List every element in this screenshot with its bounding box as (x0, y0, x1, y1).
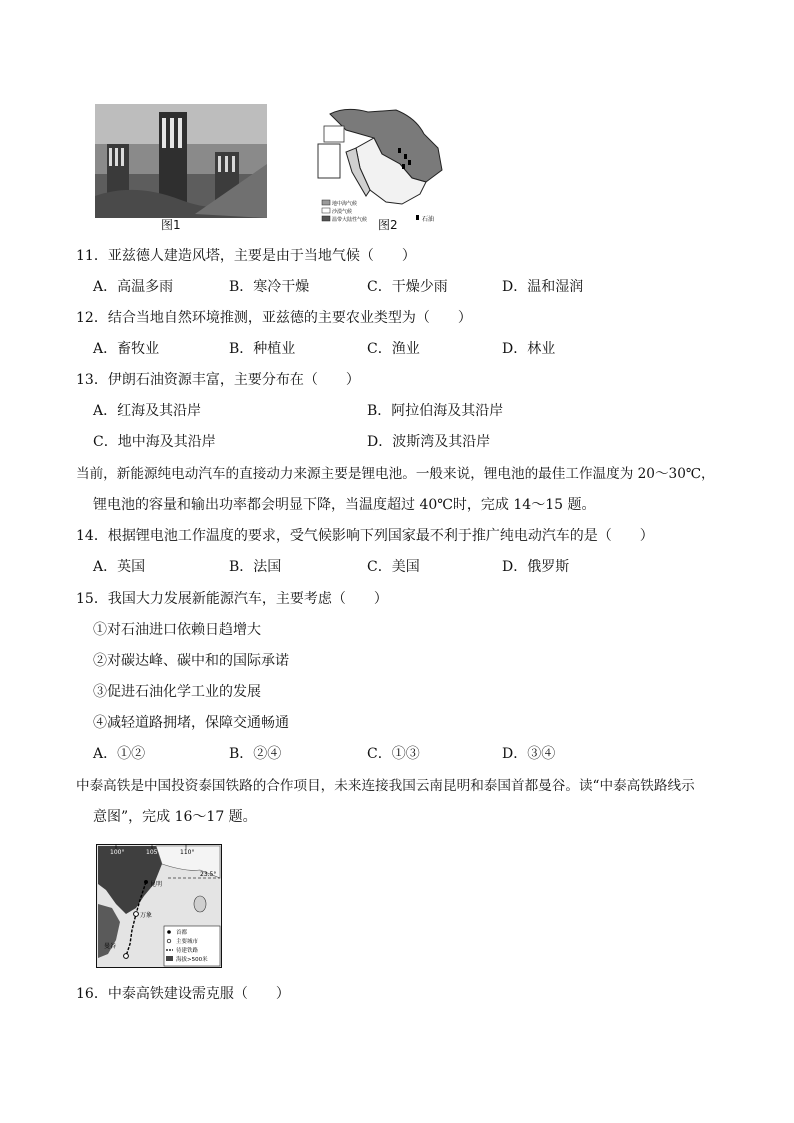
q14-option-a[interactable]: A．英国 (93, 559, 146, 575)
q12-option-a[interactable]: A．畜牧业 (93, 341, 160, 357)
q13-option-a[interactable]: A．红海及其沿岸 (93, 403, 202, 419)
map-lon-2: 105° (146, 849, 161, 856)
map-lon-1: 100° (110, 849, 125, 856)
question-14-stem: 14．根据锂电池工作温度的要求，受气候影响下列国家最不利于推广纯电动汽车的是（ ） (76, 528, 654, 544)
q11-option-d[interactable]: D．温和湿润 (502, 279, 584, 295)
map-legend-city: 主要城市 (176, 939, 199, 945)
q15-item-1: ①对石油进口依赖日趋增大 (93, 622, 261, 638)
q14-option-c[interactable]: C．美国 (367, 559, 420, 575)
q15-option-a[interactable]: A．①② (93, 746, 146, 762)
fig2-oil-legend: 石油 (422, 216, 435, 222)
q11-option-b[interactable]: B．寒冷干燥 (229, 279, 310, 295)
map-city-bangkok: 曼谷 (104, 943, 117, 950)
china-thailand-railway-map (96, 844, 222, 968)
question-13-stem: 13．伊朗石油资源丰富，主要分布在（ ） (76, 372, 360, 388)
map-legend-railway: 待建铁路 (176, 948, 199, 954)
passage-1-line-1: 当前，新能源纯电动汽车的直接动力来源主要是锂电池。一般来说，锂电池的最佳工作温度为 20～30℃， (76, 466, 715, 482)
map-city-vientiane: 万象 (140, 912, 153, 919)
q13-option-c[interactable]: C．地中海及其沿岸 (93, 434, 216, 450)
q11-option-c[interactable]: C．干燥少雨 (367, 279, 448, 295)
q12-option-c[interactable]: C．渔业 (367, 341, 420, 357)
passage-2-line-1: 中泰高铁是中国投资泰国铁路的合作项目，未来连接我国云南昆明和泰国首都曼谷。读“中泰高铁路线示 (76, 778, 695, 794)
q14-option-b[interactable]: B．法国 (229, 559, 282, 575)
question-15-stem: 15．我国大力发展新能源汽车，主要考虑（ ） (76, 591, 388, 607)
fig2-legend-3: 温带大陆性气候 (332, 217, 368, 222)
q15-option-d[interactable]: D．③④ (502, 746, 556, 762)
q15-item-4: ④减轻道路拥堵，保障交通畅通 (93, 715, 289, 731)
q12-option-b[interactable]: B．种植业 (229, 341, 296, 357)
figure-2-caption: 图2 (378, 218, 398, 232)
middle-east-map (316, 104, 446, 222)
map-legend-altitude: 海拔>500米 (176, 957, 208, 963)
map-legend-capital: 首都 (176, 930, 188, 936)
q14-option-d[interactable]: D．俄罗斯 (502, 559, 570, 575)
fig2-legend-2: 沙漠气候 (332, 209, 353, 215)
question-16-stem: 16．中泰高铁建设需克服（ ） (76, 986, 290, 1002)
q12-option-d[interactable]: D．林业 (502, 341, 556, 357)
passage-1-line-2: 锂电池的容量和输出功率都会明显下降，当温度超过 40℃时，完成 14～15 题。 (93, 497, 596, 513)
question-11-stem: 11．亚兹德人建造风塔，主要是由于当地气候（ ） (76, 248, 416, 264)
passage-2-line-2: 意图”，完成 16～17 题。 (93, 809, 257, 825)
figure-1-caption: 图1 (161, 218, 181, 232)
q13-option-b[interactable]: B．阿拉伯海及其沿岸 (367, 403, 504, 419)
map-tropic: 23.5° (200, 871, 217, 878)
q15-option-c[interactable]: C．①③ (367, 746, 420, 762)
q13-option-d[interactable]: D．波斯湾及其沿岸 (367, 434, 491, 450)
figure-1-wind-towers (95, 104, 267, 218)
figure-2-middle-east-map (316, 104, 446, 222)
railway-map-graphic (96, 844, 222, 968)
map-city-kunming: 昆明 (150, 881, 163, 888)
question-12-stem: 12．结合当地自然环境推测，亚兹德的主要农业类型为（ ） (76, 310, 472, 326)
q15-option-b[interactable]: B．②④ (229, 746, 282, 762)
q15-item-2: ②对碳达峰、碳中和的国际承诺 (93, 653, 289, 669)
q15-item-3: ③促进石油化学工业的发展 (93, 684, 261, 700)
map-lon-3: 110° (180, 849, 195, 856)
wind-tower-photo (95, 104, 267, 218)
fig2-legend-1: 地中海气候 (332, 201, 358, 207)
q11-option-a[interactable]: A．高温多雨 (93, 279, 174, 295)
